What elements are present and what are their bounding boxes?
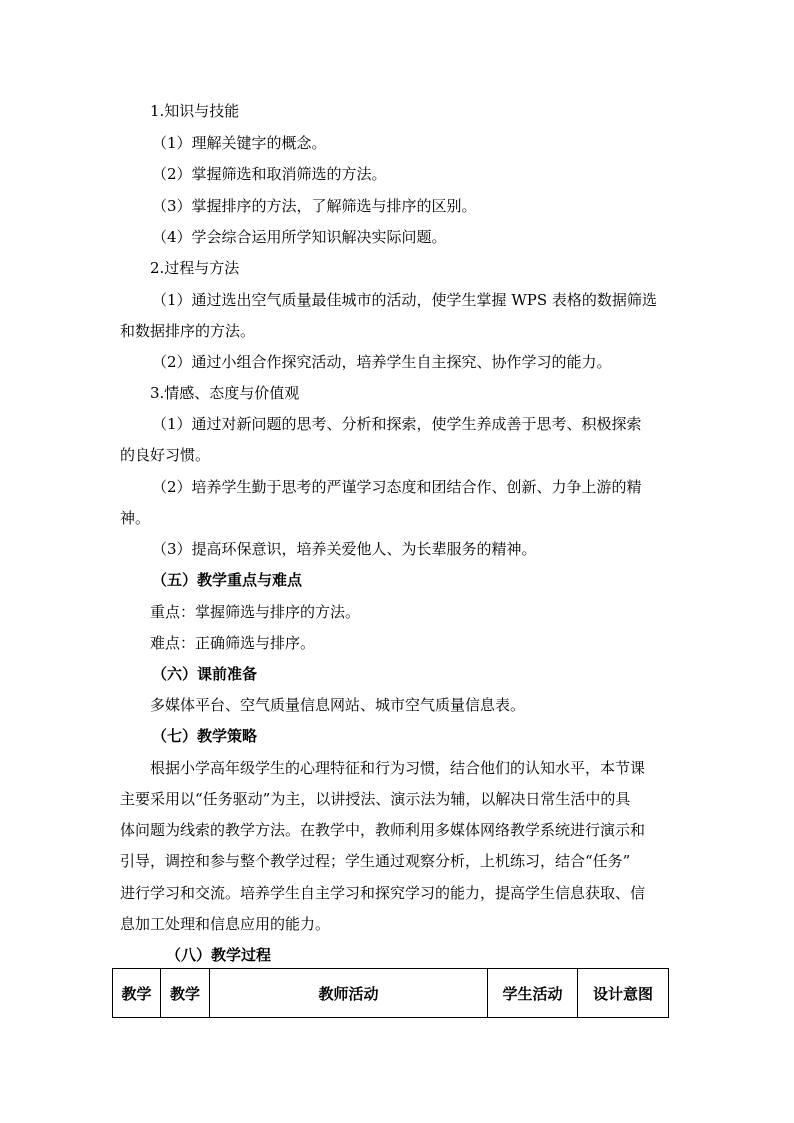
- strategy-line: 进行学习和交流。培养学生自主学习和探究学习的能力，提高学生信息获取、信: [120, 884, 646, 902]
- column-header-student-activity: 学生活动: [488, 969, 578, 1018]
- emotion-item-continued: 的良好习惯。: [120, 446, 211, 464]
- column-header-stage: 教学: [113, 969, 161, 1018]
- key-point-difficulty: 难点：正确筛选与排序。: [150, 634, 316, 652]
- emotion-item-continued: 神。: [120, 509, 151, 527]
- process-method-item: （1）通过选出空气质量最佳城市的活动，使学生掌握 WPS 表格的数据筛选: [152, 291, 657, 309]
- process-method-item: （2）通过小组合作探究活动，培养学生自主探究、协作学习的能力。: [152, 353, 612, 371]
- column-header-teacher-activity: 教师活动: [210, 969, 488, 1018]
- strategy-line: 主要采用以“任务驱动”为主，以讲授法、演示法为辅，以解决日常生活中的具: [120, 790, 631, 808]
- key-point-focus: 重点：掌握筛选与排序的方法。: [150, 603, 361, 621]
- strategy-line: 体问题为线索的教学方法。在教学中，教师利用多媒体网络教学系统进行演示和: [120, 821, 646, 839]
- teaching-process-table: [112, 968, 669, 1018]
- strategy-line: 引导，调控和参与整个教学过程；学生通过观察分析，上机练习，结合“任务”: [120, 852, 631, 870]
- column-header-design-intent: 设计意图: [578, 969, 669, 1018]
- knowledge-item: （1）理解关键字的概念。: [152, 134, 327, 152]
- key-points-heading: （五）教学重点与难点: [152, 571, 303, 589]
- strategy-line: 息加工处理和信息应用的能力。: [120, 915, 331, 933]
- knowledge-heading: 1.知识与技能: [150, 102, 240, 120]
- strategy-heading: （七）教学策略: [152, 727, 258, 745]
- knowledge-item: （2）掌握筛选和取消筛选的方法。: [152, 165, 387, 183]
- emotion-item: （1）通过对新问题的思考、分析和探索，使学生养成善于思考、积极探索: [152, 415, 642, 433]
- emotion-heading: 3.情感、态度与价值观: [150, 384, 300, 402]
- emotion-item: （3）提高环保意识，培养关爱他人、为长辈服务的精神。: [152, 540, 537, 558]
- process-method-heading: 2.过程与方法: [150, 259, 240, 277]
- preparation-text: 多媒体平台、空气质量信息网站、城市空气质量信息表。: [150, 696, 526, 714]
- process-heading: （八）教学过程: [166, 946, 272, 964]
- knowledge-item: （4）学会综合运用所学知识解决实际问题。: [152, 228, 447, 246]
- table-header-row: [113, 969, 669, 1018]
- emotion-item: （2）培养学生勤于思考的严谨学习态度和团结合作、创新、力争上游的精: [152, 478, 642, 496]
- knowledge-item: （3）掌握排序的方法，了解筛选与排序的区别。: [152, 197, 477, 215]
- preparation-heading: （六）课前准备: [152, 665, 258, 683]
- process-method-item-continued: 和数据排序的方法。: [120, 322, 256, 340]
- column-header-content: 教学: [161, 969, 210, 1018]
- strategy-line: 根据小学高年级学生的心理特征和行为习惯，结合他们的认知水平，本节课: [150, 759, 646, 777]
